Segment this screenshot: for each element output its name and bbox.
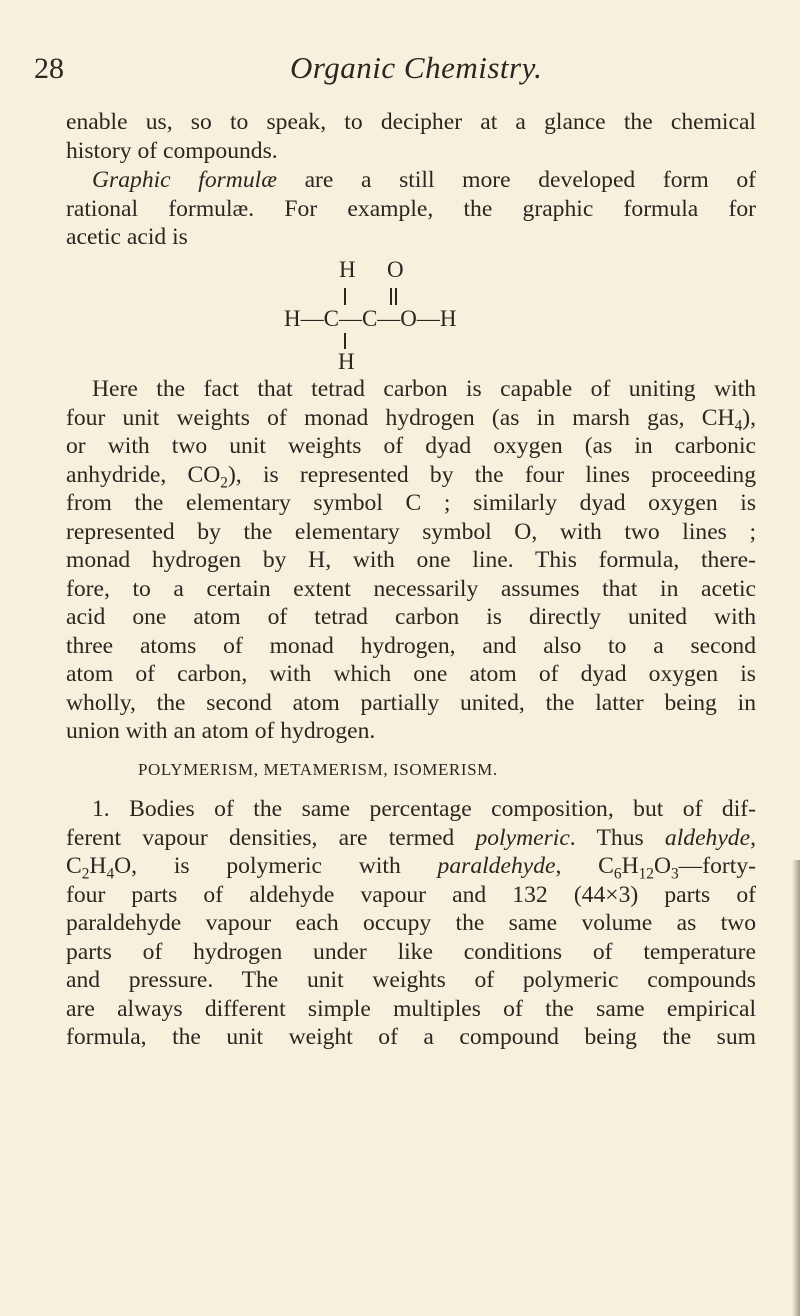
text-line: parts of hydrogen under like conditions of temperature	[66, 938, 756, 965]
subscript: 4	[106, 865, 115, 883]
text-line: rational formulæ. For example, the graphic formula for	[66, 195, 756, 222]
text-line: four parts of aldehyde vapour and 132 (44×3) parts of	[66, 881, 756, 908]
text-line: are always different simple multiples of the same empirical	[66, 995, 756, 1022]
text-line: history of compounds.	[66, 137, 278, 164]
subscript: 2	[81, 865, 90, 883]
text-line: or with two unit weights of dyad oxygen (as in carbonic	[66, 433, 756, 459]
page-edge-shadow	[792, 860, 800, 1316]
term-paraldehyde: paraldehyde	[437, 853, 556, 879]
text-fragment: H	[621, 853, 639, 879]
text-line: atom of carbon, with which one atom of dyad oxygen is	[66, 661, 756, 687]
paragraph-polymerism	[66, 795, 756, 1052]
text-line: acetic acid is	[66, 224, 188, 250]
term-polymeric: polymeric	[475, 824, 570, 851]
page-number: 28	[34, 52, 64, 85]
text-line: paraldehyde vapour each occupy the same volume as two	[66, 910, 756, 936]
text-fragment: O, is polymeric with	[114, 853, 438, 879]
text-fragment: C	[66, 853, 82, 879]
text-line: three atoms of monad hydrogen, and also to a second	[66, 632, 756, 659]
formula-diagram	[280, 255, 540, 373]
subscript: 6	[613, 865, 622, 883]
text-line	[66, 166, 756, 195]
section-heading	[138, 760, 498, 781]
text-fragment: four unit weights of monad hydrogen (as in marsh gas, CH	[66, 404, 735, 431]
subscript: 12	[638, 865, 654, 883]
subscript: 2	[220, 474, 228, 492]
text-fragment: , C	[555, 853, 614, 879]
term-aldehyde: aldehyde	[664, 824, 751, 851]
text-line: fore, to a certain extent necessarily assumes that in acetic	[66, 575, 756, 602]
text-fragment: . Thus	[569, 824, 665, 851]
text-fragment: H	[89, 853, 107, 879]
acetic-acid-structural-formula	[280, 255, 540, 373]
text-fragment: ),	[742, 404, 756, 431]
text-line	[66, 852, 756, 881]
text-line: acid one atom of tetrad carbon is directly united with	[66, 604, 756, 630]
subscript: 4	[734, 417, 743, 435]
running-title: Organic Chemistry.	[290, 50, 543, 85]
formula-top-o: O	[387, 257, 404, 282]
text-fragment: ferent vapour densities, are termed	[66, 824, 476, 851]
text-fragment: O	[653, 853, 671, 879]
text-fragment: ,	[750, 824, 756, 851]
text-line: from the elementary symbol C ; similarly dyad oxygen is	[66, 490, 756, 516]
text-line: and pressure. The unit weights of polymeric compounds	[66, 967, 756, 993]
text-fragment: ), is represented by the four lines proceeding	[227, 461, 756, 488]
formula-bottom-h: H	[338, 349, 355, 373]
text-line: 1. Bodies of the same percentage composition, but of dif-	[92, 796, 756, 822]
text-line: monad hydrogen by H, with one line. This formula, there-	[66, 547, 756, 573]
text-line: wholly, the second atom partially united, the latter being in	[66, 689, 756, 716]
text-line: represented by the elementary symbol O, with two lines ;	[66, 518, 756, 545]
paragraph-explanation	[66, 375, 756, 746]
text-line: formula, the unit weight of a compound being the sum	[66, 1024, 756, 1050]
text-fragment: are a still more developed form of	[276, 167, 756, 193]
subscript: 3	[671, 865, 679, 883]
text-fragment: —forty-	[678, 853, 756, 879]
text-line	[66, 461, 756, 490]
text-line: Here the fact that tetrad carbon is capable of uniting with	[92, 376, 756, 402]
paragraph-intro	[66, 108, 756, 165]
text-line: enable us, so to speak, to decipher at a glance the chemical	[66, 109, 756, 135]
text-line	[66, 824, 756, 853]
text-line: union with an atom of hydrogen.	[66, 718, 376, 744]
section-heading-text: POLYMERISM, METAMERISM, ISOMERISM.	[138, 760, 498, 779]
term-graphic-formulae: Graphic formulæ	[92, 167, 277, 193]
paragraph-graphic-formulae	[66, 166, 756, 252]
text-fragment: anhydride, CO	[66, 461, 221, 488]
formula-main-row: H—C—C—O—H	[284, 306, 457, 331]
text-line	[66, 404, 756, 433]
formula-top-h: H	[339, 257, 356, 282]
